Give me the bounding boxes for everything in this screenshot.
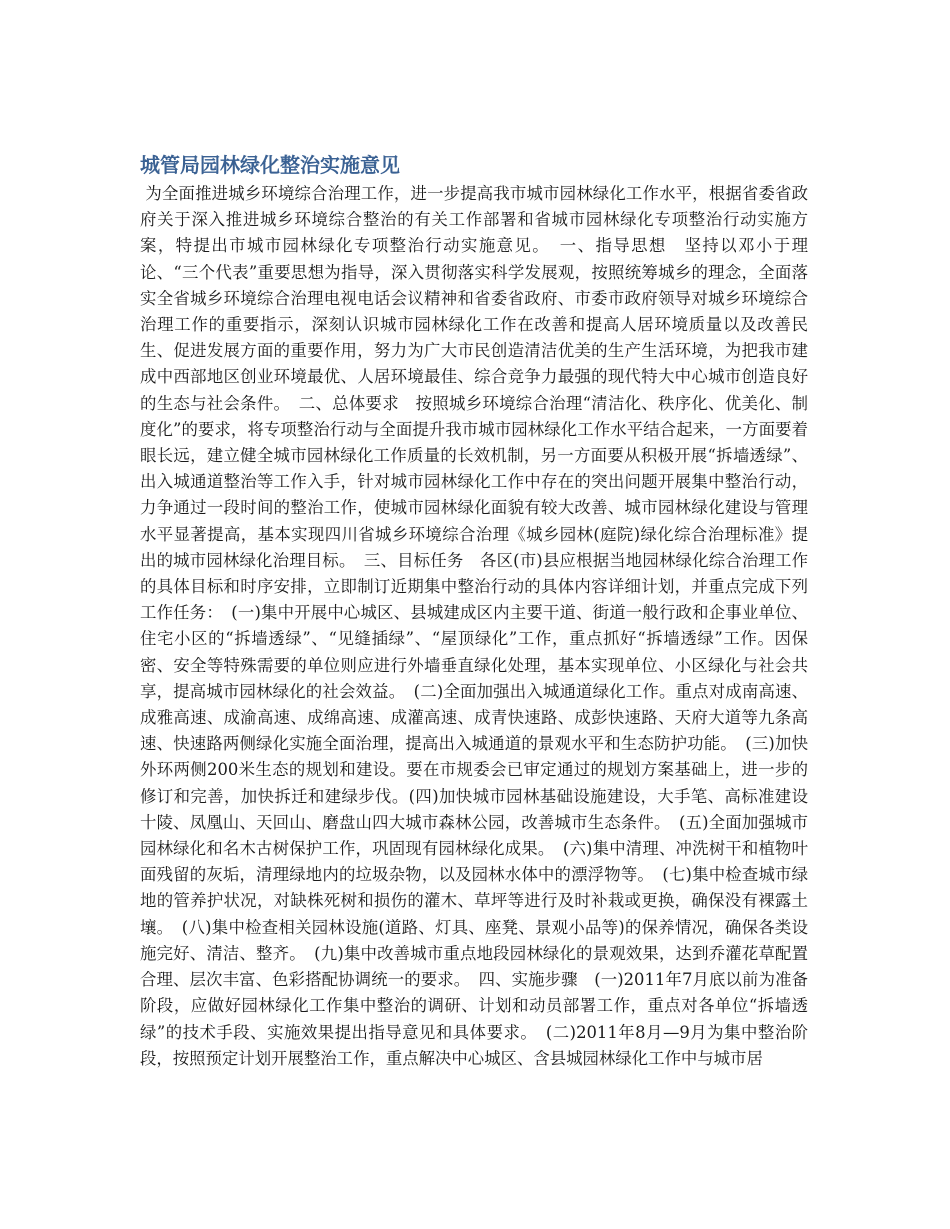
document-title: 城管局园林绿化整治实施意见: [140, 153, 400, 177]
document-body: 为全面推进城乡环境综合治理工作，进一步提高我市城市园林绿化工作水平，根据省委省政府关于深入推进城乡环境综合整治的有关工作部署和省城市园林绿化专项整治行动实施方案，特提出市城市园林绿化专项整治行动实施意见。 一、指导思想 坚持以邓小于理论、“三个代表”重要思想为指导，深入贯彻落实科学发展观，按照统筹城乡的理念，全面落实全省城乡环境综合治理电视电话会议精神和省委省政府、市委市政府领导对城乡环境综合治理工作的重要指示，深刻认识城市园林绿化工作在改善和提高人居环境质量以及改善民生、促进发展方面的重要作用，努力为广大市民创造清洁优美的生产生活环境，为把我市建成中西部地区创业环境最优、人居环境最佳、综合竞争力最强的现代特大中心城市创造良好的生态与社会条件。 二、总体要求 按照城乡环境综合治理“清洁化、秩序化、优美化、制度化”的要求，将专项整治行动与全面提升我市城市园林绿化工作水平结合起来，一方面要着眼长远，建立健全城市园林绿化工作质量的长效机制，另一方面要从积极开展“拆墙透绿”、出入城通道整治等工作入手，针对城市园林绿化工作中存在的突出问题开展集中整治行动，力争通过一段时间的整治工作，使城市园林绿化面貌有较大改善、城市园林绿化建设与管理水平显著提高，基本实现四川省城乡环境综合治理《城乡园林(庭院)绿化综合治理标准》提出的城市园林绿化治理目标。 三、目标任务 各区(市)县应根据当地园林绿化综合治理工作的具体目标和时序安排，立即制订近期集中整治行动的具体内容详细计划，并重点完成下列工作任务： (一)集中开展中心城区、县城建成区内主要干道、街道一般行政和企事业单位、住宅小区的“拆墙透绿”、“见缝插绿”、“屋顶绿化”工作，重点抓好“拆墙透绿”工作。因保密、安全等特殊需要的单位则应进行外墙垂直绿化处理，基本实现单位、小区绿化与社会共享，提高城市园林绿化的社会效益。 (二)全面加强出入城通道绿化工作。重点对成南高速、成雅高速、成渝高速、成绵高速、成灌高速、成青快速路、成彭快速路、天府大道等九条高速、快速路两侧绿化实施全面治理，提高出入城通道的景观水平和生态防护功能。 (三)加快外环两侧200米生态的规划和建设。要在市规委会已审定通过的规划方案基础上，进一步的修订和完善，加快拆迁和建绿步伐。(四)加快城市园林基础设施建设，大手笔、高标准建设十陵、凤凰山、天回山、磨盘山四大城市森林公园，改善城市生态条件。 (五)全面加强城市园林绿化和名木古树保护工作，巩固现有园林绿化成果。 (六)集中清理、冲洗树干和植物叶面残留的灰垢，清理绿地内的垃圾杂物，以及园林水体中的漂浮物等。 (七)集中检查城市绿地的管养护状况，对缺株死树和损伤的灌木、草坪等进行及时补栽或更换，确保没有裸露土壤。 (八)集中检查相关园林设施(道路、灯具、座凳、景观小品等)的保养情况，确保各类设施完好、清洁、整齐。 (九)集中改善城市重点地段园林绿化的景观效果，达到乔灌花草配置合理、层次丰富、色彩搭配协调统一的要求。 四、实施步骤 (一)2011年7月底以前为准备阶段，应做好园林绿化工作集中整治的调研、计划和动员部署工作，重点对各单位“拆墙透绿”的技术手段、实施效果提出指导意见和具体要求。 (二)2011年8月—9月为集中整治阶段，按照预定计划开展整治工作，重点解决中心城区、含县城园林绿化工作中与城市居: [140, 184, 808, 1068]
